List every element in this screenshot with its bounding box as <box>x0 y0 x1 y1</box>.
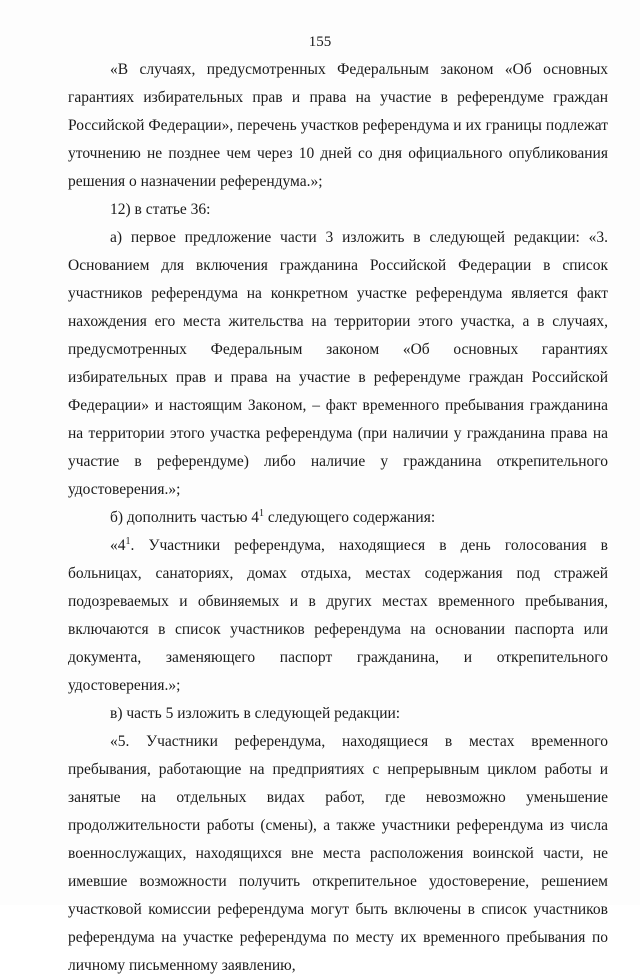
page-number: 155 <box>308 34 332 50</box>
amendment-b-text-end: следующего содержания: <box>264 509 436 526</box>
paragraph-article-36: 12) в статье 36: <box>110 201 211 218</box>
paragraph-amendment-a: а) первое предложение части 3 изложить в следующей редакции: «3. Основанием для включения гражданина Российской Федерации в список участников референдума на конкретном участке референдума является факт нахождения его места жительства на территории этого участка, а в случаях, предусмотренных Федеральным законом «Об основных гарантиях избирательных прав и права на участие в референдуме граждан Российской Федерации» и настоящим Законом, – факт временного пребывания гражданина на территории этого участка референдума (при наличии у гражданина права на участие в референдуме) либо наличие у гражданина открепительного удостоверения.»; <box>68 229 608 498</box>
document-body <box>68 56 608 980</box>
part-4-1-text-end: . Участники референдума, находящиеся в день голосования в больницах, санаториях, домах отдыха, местах содержания под стражей подозреваемых и обвиняемых и в других местах временного пребывания, включаются в список участников референдума на основании паспорта или документа, заменяющего паспорт гражданина, и открепительного удостоверения.»; <box>68 537 608 694</box>
amendment-b-text-start: б) дополнить частью 4 <box>110 509 260 526</box>
part-4-1-text-start: «4 <box>110 537 126 554</box>
amendment-b-superscript: 1 <box>259 507 265 519</box>
paragraph-amendment-b <box>68 504 608 532</box>
paragraph-part-5: «5. Участники референдума, находящиеся в местах временного пребывания, работающие на предприятиях с непрерывным циклом работы и занятые на отдельных видах работ, где невозможно уменьшение продолжительности работы (смены), а также участники референдума из числа военнослужащих, находящихся вне места расположения воинской части, не имевшие возможности получить открепительное удостоверение, решением участковой комиссии референдума могут быть включены в список участников референдума на участке референдума по месту их временного пребывания по личному письменному заявлению, <box>68 733 608 974</box>
paragraph-amendment-v: в) часть 5 изложить в следующей редакции: <box>110 705 401 722</box>
paragraph-part-4-1 <box>68 532 608 700</box>
part-4-1-superscript: 1 <box>125 535 131 547</box>
paragraph-clause-intro: «В случаях, предусмотренных Федеральным законом «Об основных гарантиях избирательных прав и права на участие в референдуме граждан Российской Федерации», перечень участков референдума и их границы подлежат уточнению не позднее чем через 10 дней со дня официального опубликования решения о назначении референдума.»; <box>68 61 608 190</box>
